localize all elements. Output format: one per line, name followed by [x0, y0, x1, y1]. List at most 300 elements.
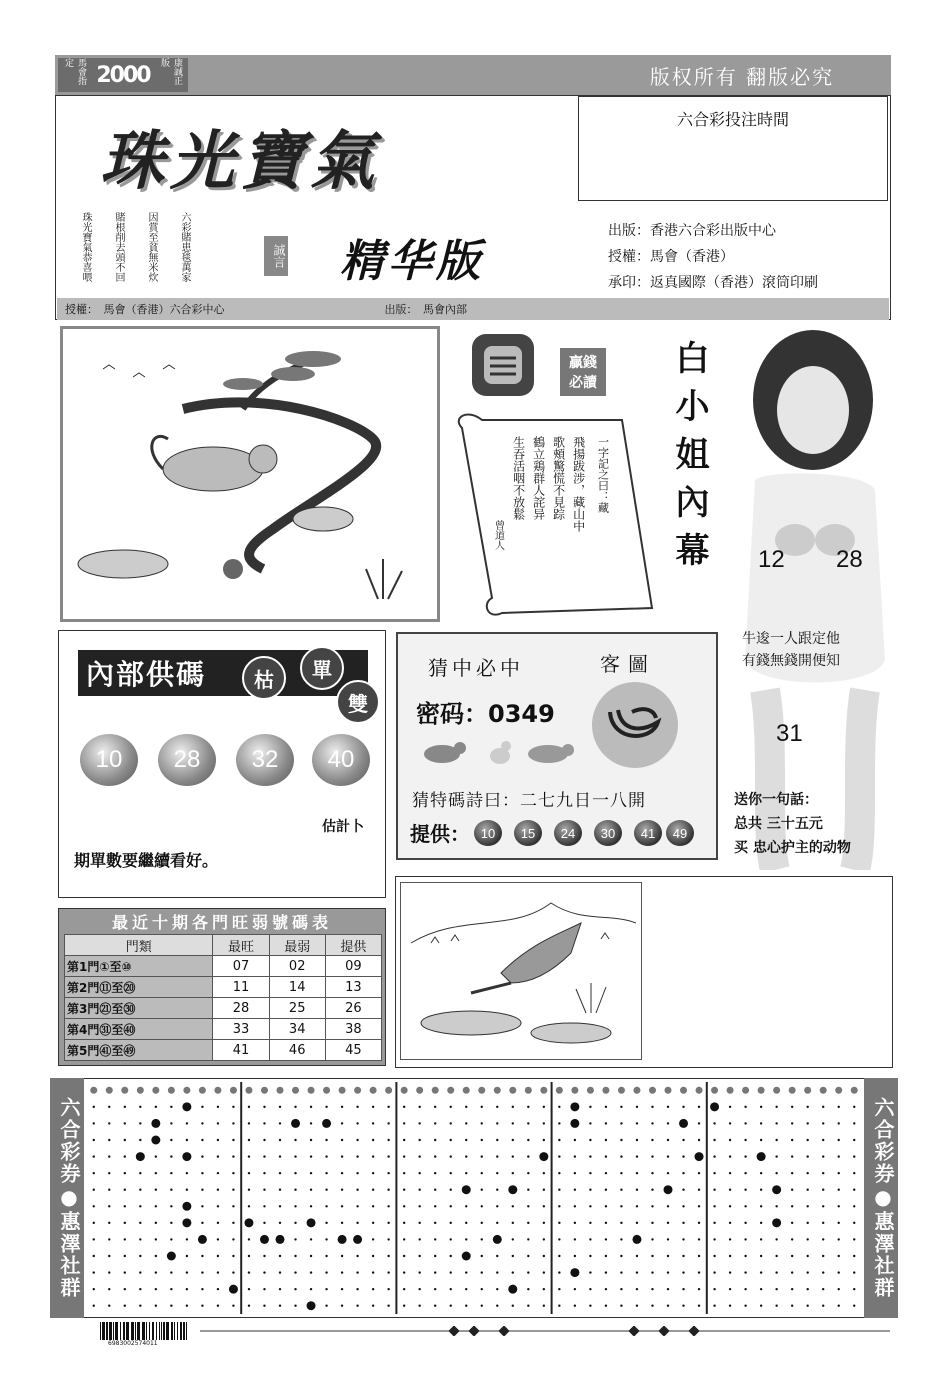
grid-dot: [294, 1271, 296, 1273]
grid-dot: [543, 1106, 545, 1108]
grid-dot: [244, 1218, 253, 1227]
grid-dot: [465, 1205, 467, 1207]
grid-dot: [775, 1139, 777, 1141]
grid-dot: [463, 1087, 470, 1094]
grid-dot: [698, 1139, 700, 1141]
grid-dot: [139, 1172, 141, 1174]
barcode-bar: [106, 1322, 108, 1340]
poem-col-3: 鶴立鶏群人詫异: [531, 436, 546, 520]
poem-col-2: 歌頰驚慌不見踪: [551, 436, 566, 520]
grid-dot: [695, 1152, 704, 1161]
poem-col-1: 飛揚跋涉，藏山中: [571, 436, 586, 532]
grid-dot: [713, 1271, 715, 1273]
grid-dot: [481, 1205, 483, 1207]
grid-dot: [512, 1238, 514, 1240]
grid-dot: [370, 1087, 377, 1094]
grid-dot: [760, 1238, 762, 1240]
grid-dot: [791, 1255, 793, 1257]
max-cell: 28: [213, 998, 269, 1019]
logo-mark: 2000: [96, 62, 150, 88]
provide-cell: 13: [325, 977, 381, 998]
grid-dot: [229, 1285, 238, 1294]
grid-dot: [822, 1238, 824, 1240]
grid-dot: [93, 1222, 95, 1224]
grid-dot: [512, 1305, 514, 1307]
grid-dot: [667, 1222, 669, 1224]
grid-dot: [294, 1139, 296, 1141]
grid-dot: [496, 1106, 498, 1108]
grid-dot: [853, 1205, 855, 1207]
grid-dot: [372, 1106, 374, 1108]
grid-dot: [481, 1189, 483, 1191]
grid-dot: [789, 1087, 796, 1094]
grid-dot: [450, 1155, 452, 1157]
grid-dot: [713, 1189, 715, 1191]
grid-dot: [651, 1139, 653, 1141]
grid-dot: [155, 1305, 157, 1307]
grid-dot: [651, 1189, 653, 1191]
grid-dot: [574, 1205, 576, 1207]
grid-dot: [682, 1189, 684, 1191]
grid-dot: [217, 1189, 219, 1191]
grid-dot: [432, 1087, 439, 1094]
grid-dot: [760, 1222, 762, 1224]
grid-dot: [263, 1255, 265, 1257]
grid-dot: [450, 1172, 452, 1174]
grid-dot: [186, 1255, 188, 1257]
grid-dot: [775, 1288, 777, 1290]
grid-dot: [620, 1189, 622, 1191]
grid-dot: [772, 1185, 781, 1194]
page-title: 珠光寶氣: [100, 124, 380, 199]
grid-dot: [170, 1139, 172, 1141]
grid-dot: [558, 1172, 560, 1174]
grid-dot: [775, 1238, 777, 1240]
min-cell: 25: [269, 998, 325, 1019]
grid-dot: [372, 1305, 374, 1307]
grid-dot: [447, 1087, 454, 1094]
grid-dot: [493, 1235, 502, 1244]
grid-dot: [713, 1122, 715, 1124]
grid-dot: [434, 1238, 436, 1240]
grid-dot: [651, 1205, 653, 1207]
grid-dot: [713, 1139, 715, 1141]
provide-ball: 49: [666, 820, 694, 846]
grid-dot: [310, 1271, 312, 1273]
grid-dot: [279, 1122, 281, 1124]
grid-dot: [465, 1172, 467, 1174]
grid-dot: [496, 1139, 498, 1141]
grid-dot: [279, 1288, 281, 1290]
grid-dot: [540, 1087, 547, 1094]
grid-dot: [108, 1271, 110, 1273]
grid-dot: [587, 1087, 594, 1094]
grid-dot: [450, 1189, 452, 1191]
grid-dot: [602, 1087, 609, 1094]
table-row: [65, 956, 382, 977]
grid-dot: [713, 1205, 715, 1207]
grid-dot: [356, 1222, 358, 1224]
grid-dot: [574, 1255, 576, 1257]
grid-dot: [853, 1155, 855, 1157]
grid-dot: [403, 1238, 405, 1240]
grid-dot: [232, 1238, 234, 1240]
grid-dot: [170, 1305, 172, 1307]
grid-dot: [341, 1172, 343, 1174]
grid-dot: [605, 1139, 607, 1141]
grid-dot: [682, 1172, 684, 1174]
grid-dot: [636, 1271, 638, 1273]
grid-dot: [651, 1255, 653, 1257]
grid-dot: [667, 1238, 669, 1240]
grid-dot: [170, 1271, 172, 1273]
grid-dot: [822, 1305, 824, 1307]
grid-dot: [232, 1155, 234, 1157]
grid-dot: [310, 1255, 312, 1257]
grid-dot: [496, 1255, 498, 1257]
grid-dot: [465, 1271, 467, 1273]
grid-dot: [418, 1172, 420, 1174]
grid-dot: [744, 1189, 746, 1191]
grid-dot: [372, 1222, 374, 1224]
grid-dot: [217, 1305, 219, 1307]
grid-dot: [636, 1205, 638, 1207]
grid-dot: [698, 1122, 700, 1124]
grid-dot: [418, 1238, 420, 1240]
barcode-bar: [135, 1322, 136, 1340]
grid-dot: [232, 1172, 234, 1174]
barcode-bar: [161, 1322, 162, 1340]
grid-dot: [729, 1238, 731, 1240]
grid-dot: [543, 1139, 545, 1141]
grid-dot: [263, 1305, 265, 1307]
grid-dot: [558, 1271, 560, 1273]
grid-dot: [353, 1235, 362, 1244]
grid-dot: [822, 1288, 824, 1290]
grid-dot: [403, 1172, 405, 1174]
grid-dot: [232, 1255, 234, 1257]
grid-dot: [775, 1106, 777, 1108]
grid-dot: [574, 1139, 576, 1141]
fist-icon: [468, 330, 538, 400]
grid-dot: [605, 1305, 607, 1307]
grid-dot: [201, 1288, 203, 1290]
grid-dot: [527, 1305, 529, 1307]
grid-dot: [838, 1271, 840, 1273]
grid-dot: [527, 1172, 529, 1174]
grid-dot: [512, 1106, 514, 1108]
barcode-bar: [186, 1322, 187, 1340]
grid-dot: [186, 1271, 188, 1273]
grid-dot: [558, 1238, 560, 1240]
grid-dot: [325, 1106, 327, 1108]
grid-dot: [232, 1106, 234, 1108]
side-poem-line-1: 牛逡一人跟定他: [742, 631, 840, 647]
grid-dot: [512, 1122, 514, 1124]
barcode-bar: [142, 1322, 145, 1340]
grid-dot: [698, 1271, 700, 1273]
grid-dot: [636, 1106, 638, 1108]
grid-dot: [106, 1087, 113, 1094]
grid-dot: [465, 1106, 467, 1108]
grid-dot: [341, 1288, 343, 1290]
grid-dot: [775, 1205, 777, 1207]
grid-dot: [217, 1205, 219, 1207]
grid-dot: [214, 1087, 221, 1094]
must-read-line-2: 必讀: [569, 375, 597, 391]
grid-dot: [387, 1122, 389, 1124]
grid-dot: [403, 1122, 405, 1124]
grid-dot: [543, 1271, 545, 1273]
grid-dot: [279, 1305, 281, 1307]
grid-dot: [682, 1255, 684, 1257]
grid-dot: [729, 1271, 731, 1273]
grid-dot: [667, 1205, 669, 1207]
grid-dot: [294, 1172, 296, 1174]
grid-dot: [556, 1087, 563, 1094]
grid-dot: [230, 1087, 237, 1094]
grid-dot: [372, 1271, 374, 1273]
grid-dot: [667, 1155, 669, 1157]
grid-dot: [248, 1155, 250, 1157]
grid-dot: [248, 1189, 250, 1191]
barcode-bar: [171, 1322, 173, 1340]
grid-dot: [558, 1222, 560, 1224]
grid-dot: [651, 1305, 653, 1307]
grid-dot: [651, 1172, 653, 1174]
grid-dot: [108, 1122, 110, 1124]
grid-dot: [418, 1205, 420, 1207]
grid-dot: [791, 1288, 793, 1290]
grid-dot: [570, 1119, 579, 1128]
credit-left: 授權： 馬會（香港）六合彩中心: [65, 303, 225, 316]
grid-dot: [124, 1305, 126, 1307]
grid-dot: [124, 1122, 126, 1124]
grid-dot: [201, 1222, 203, 1224]
grid-dot: [124, 1255, 126, 1257]
grid-dot: [822, 1155, 824, 1157]
grid-dot: [93, 1139, 95, 1141]
grid-dot: [263, 1288, 265, 1290]
grid-dot: [155, 1172, 157, 1174]
grid-dot: [822, 1106, 824, 1108]
grid-dot: [838, 1139, 840, 1141]
grid-dot: [124, 1139, 126, 1141]
grid-dot: [512, 1139, 514, 1141]
grid-dot: [667, 1271, 669, 1273]
grid-dot: [682, 1288, 684, 1290]
grid-dot: [182, 1218, 191, 1227]
grid-dot: [307, 1301, 316, 1310]
grid-dot: [356, 1155, 358, 1157]
grid-dot: [199, 1087, 206, 1094]
grid-dot: [804, 1087, 811, 1094]
grid-dot: [775, 1172, 777, 1174]
grid-dot: [558, 1189, 560, 1191]
grid-dot: [201, 1155, 203, 1157]
grid-dot: [667, 1288, 669, 1290]
grid-dot: [462, 1185, 471, 1194]
grid-dot: [729, 1139, 731, 1141]
grid-dot: [294, 1106, 296, 1108]
grid-dot: [294, 1189, 296, 1191]
grid-dot: [651, 1122, 653, 1124]
grid-dot: [201, 1106, 203, 1108]
grid-dot: [543, 1189, 545, 1191]
grid-dot: [93, 1189, 95, 1191]
grid-dot: [620, 1155, 622, 1157]
grid-dot: [481, 1305, 483, 1307]
grid-dot: [465, 1222, 467, 1224]
grid-dot: [93, 1238, 95, 1240]
door-cell: 第3門㉑至㉚: [65, 998, 213, 1019]
grid-dot: [341, 1255, 343, 1257]
grid-dot: [698, 1255, 700, 1257]
grid-dot: [558, 1139, 560, 1141]
grid-dot: [744, 1139, 746, 1141]
grid-dot: [822, 1139, 824, 1141]
grid-dot: [403, 1205, 405, 1207]
grid-dot: [217, 1255, 219, 1257]
publisher-line: 出版：香港六合彩出版中心: [608, 223, 776, 239]
footer-rule: [200, 1326, 890, 1336]
grid-dot: [729, 1305, 731, 1307]
grid-dot: [543, 1122, 545, 1124]
grid-dot: [263, 1205, 265, 1207]
grid-dot: [232, 1189, 234, 1191]
grid-dot: [760, 1189, 762, 1191]
grid-dot: [835, 1087, 842, 1094]
grid-dot: [341, 1222, 343, 1224]
grid-dot: [155, 1222, 157, 1224]
grid-dot: [775, 1255, 777, 1257]
grid-dot: [838, 1106, 840, 1108]
grid-dot: [387, 1205, 389, 1207]
poem-head: 一字記之曰：藏: [596, 436, 610, 513]
grid-dot: [665, 1087, 672, 1094]
inner-ball: 40: [312, 734, 370, 786]
grid-dot: [729, 1288, 731, 1290]
grid-dot: [356, 1288, 358, 1290]
grid-dot: [93, 1122, 95, 1124]
grid-dot: [186, 1139, 188, 1141]
grid-dot: [186, 1189, 188, 1191]
grid-dot: [620, 1238, 622, 1240]
grid-dot: [217, 1288, 219, 1290]
grid-dot: [201, 1172, 203, 1174]
grid-dot: [496, 1172, 498, 1174]
grid-dot: [744, 1106, 746, 1108]
grid-dot: [155, 1189, 157, 1191]
grid-dot: [713, 1238, 715, 1240]
logo-badge: [58, 58, 188, 92]
grid-dot: [465, 1288, 467, 1290]
grid-dot: [838, 1172, 840, 1174]
grid-dot: [527, 1271, 529, 1273]
grid-dot: [822, 1172, 824, 1174]
grid-dot: [372, 1122, 374, 1124]
grid-dot: [496, 1205, 498, 1207]
grid-dot: [387, 1155, 389, 1157]
grid-dot: [139, 1288, 141, 1290]
grid-dot: [822, 1222, 824, 1224]
grid-dot: [481, 1238, 483, 1240]
grid-dot: [589, 1238, 591, 1240]
grid-dot: [667, 1255, 669, 1257]
grid-dot: [696, 1087, 703, 1094]
grid-dot: [341, 1271, 343, 1273]
grid-dot: [403, 1106, 405, 1108]
table-header-row: [65, 935, 382, 956]
grid-dot: [570, 1102, 579, 1111]
grid-dot: [620, 1172, 622, 1174]
grid-dot: [508, 1185, 517, 1194]
grid-dot: [664, 1185, 673, 1194]
grid-dot: [418, 1155, 420, 1157]
grid-dot: [729, 1189, 731, 1191]
grid-dot: [851, 1087, 858, 1094]
grid-dot: [698, 1238, 700, 1240]
grid-dot: [605, 1122, 607, 1124]
grid-dot: [853, 1222, 855, 1224]
provide-cell: 45: [325, 1040, 381, 1061]
grid-dot: [124, 1189, 126, 1191]
grid-dot: [744, 1271, 746, 1273]
grid-dot: [744, 1122, 746, 1124]
grid-dot: [294, 1222, 296, 1224]
grid-dot: [325, 1238, 327, 1240]
grid-dot: [773, 1087, 780, 1094]
provide-cell: 26: [325, 998, 381, 1019]
grid-dot: [589, 1288, 591, 1290]
grid-dot: [620, 1255, 622, 1257]
inner-ball: 10: [80, 734, 138, 786]
grid-dot: [372, 1205, 374, 1207]
grid-dot: [217, 1271, 219, 1273]
grid-dot: [806, 1288, 808, 1290]
grid-dot: [294, 1255, 296, 1257]
barcode-bar: [109, 1322, 112, 1340]
grid-dot: [232, 1222, 234, 1224]
grid-dot: [356, 1271, 358, 1273]
grid-dot: [543, 1222, 545, 1224]
grid-dot: [434, 1205, 436, 1207]
grid-dot: [217, 1106, 219, 1108]
grid-dot: [124, 1238, 126, 1240]
grid-dot: [527, 1288, 529, 1290]
grid-dot: [527, 1189, 529, 1191]
grid-dot: [418, 1222, 420, 1224]
grid-dot: [182, 1102, 191, 1111]
grid-dot: [310, 1122, 312, 1124]
grid-dot: [605, 1288, 607, 1290]
grid-dot: [387, 1172, 389, 1174]
grid-dot: [698, 1205, 700, 1207]
grid-dot: [711, 1087, 718, 1094]
provide-ball: 30: [594, 820, 622, 846]
grid-dot: [512, 1222, 514, 1224]
grid-dot: [481, 1139, 483, 1141]
grid-dot: [462, 1252, 471, 1261]
animal-icons: [420, 734, 580, 770]
grid-dot: [341, 1139, 343, 1141]
grid-dot: [387, 1255, 389, 1257]
grid-dot: [589, 1106, 591, 1108]
grid-dot: [434, 1189, 436, 1191]
grid-dot: [232, 1139, 234, 1141]
grid-dot: [322, 1119, 331, 1128]
grid-dot: [152, 1087, 159, 1094]
